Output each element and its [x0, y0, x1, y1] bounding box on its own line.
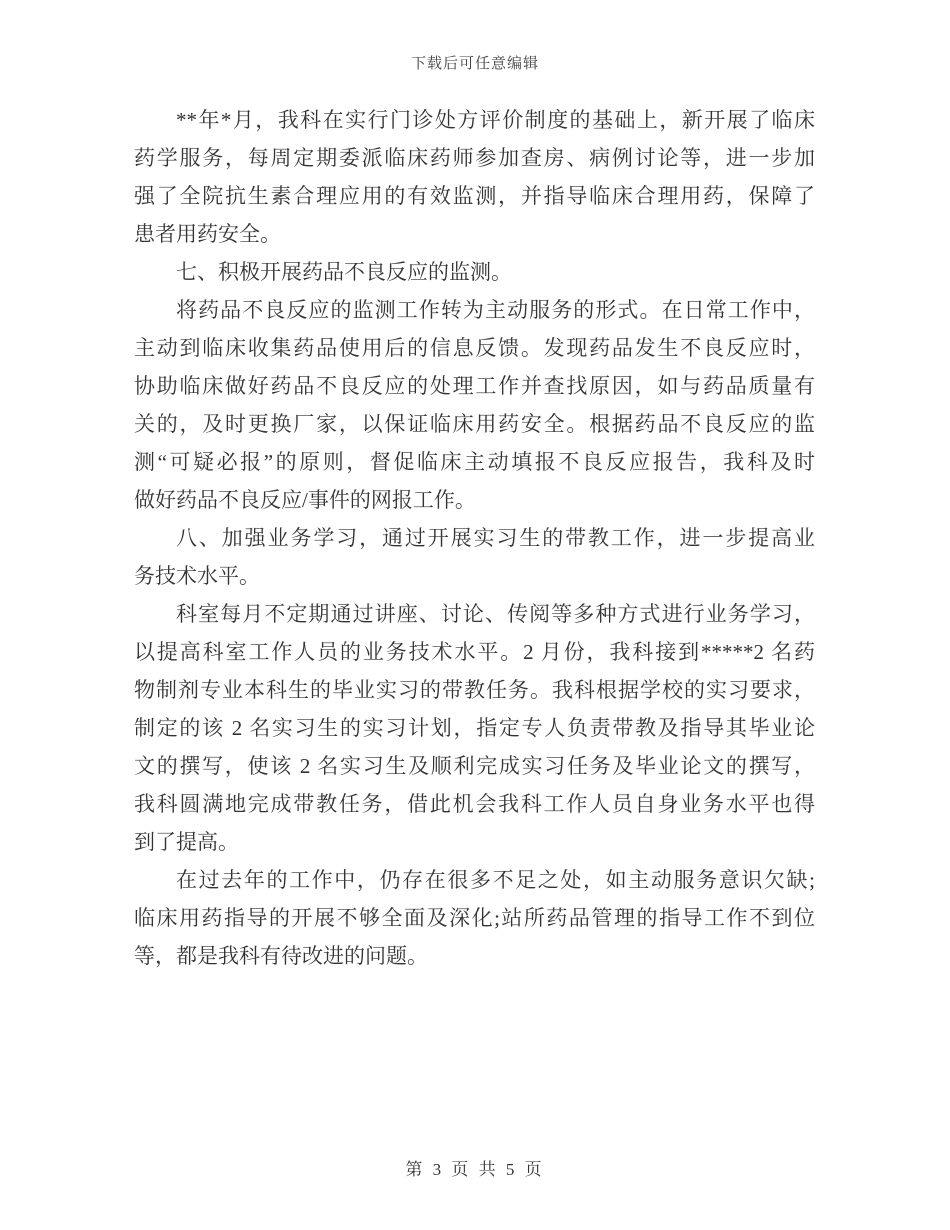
document-body: [134, 101, 815, 975]
text-line: 主动到临床收集药品使用后的信息反馈。发现药品发生不良反应时，: [134, 336, 815, 360]
page-header-watermark: 下载后可任意编辑: [410, 56, 539, 72]
text-line: 将药品不良反应的监测工作转为主动服务的形式。在日常工作中，: [176, 298, 815, 322]
text-line: **年*月，我科在实行门诊处方评价制度的基础上，新开展了临床: [176, 108, 815, 132]
text-line: 以提高科室工作人员的业务技术水平。2 月份，我科接到*****2 名药: [134, 640, 815, 664]
text-line: 我科圆满地完成带教任务，借此机会我科工作人员自身业务水平也得: [134, 792, 815, 816]
text-line: 物制剂专业本科生的毕业实习的带教任务。我科根据学校的实习要求，: [134, 678, 815, 702]
text-line: 制定的该 2 名实习生的实习计划，指定专人负责带教及指导其毕业论: [134, 716, 815, 740]
page-number-footer: 第 3 页 共 5 页: [405, 1160, 545, 1179]
text-line: 临床用药指导的开展不够全面及深化;站所药品管理的指导工作不到位: [134, 906, 815, 930]
text-line: 关的，及时更换厂家，以保证临床用药安全。根据药品不良反应的监: [134, 412, 815, 436]
text-line: 在过去年的工作中，仍存在很多不足之处，如主动服务意识欠缺;: [176, 868, 815, 892]
text-line: 科室每月不定期通过讲座、讨论、传阅等多种方式进行业务学习，: [176, 602, 815, 626]
text-line: 患者用药安全。: [134, 222, 281, 246]
text-line: 务技术水平。: [134, 564, 260, 588]
text-line: 等，都是我科有待改进的问题。: [134, 944, 428, 968]
text-line: 做好药品不良反应/事件的网报工作。: [134, 488, 476, 512]
text-line: 药学服务，每周定期委派临床药师参加查房、病例讨论等，进一步加: [134, 146, 815, 170]
text-line: 文的撰写，使该 2 名实习生及顺利完成实习任务及毕业论文的撰写，: [134, 754, 815, 778]
text-line: 协助临床做好药品不良反应的处理工作并查找原因，如与药品质量有: [134, 374, 815, 398]
text-line: 七、积极开展药品不良反应的监测。: [176, 260, 512, 284]
text-line: 到了提高。: [134, 830, 239, 854]
text-line: 八、加强业务学习，通过开展实习生的带教工作，进一步提高业: [176, 526, 815, 550]
text-line: 强了全院抗生素合理应用的有效监测，并指导临床合理用药，保障了: [134, 184, 815, 208]
text-line: 测“可疑必报”的原则，督促临床主动填报不良反应报告，我科及时: [134, 450, 815, 474]
